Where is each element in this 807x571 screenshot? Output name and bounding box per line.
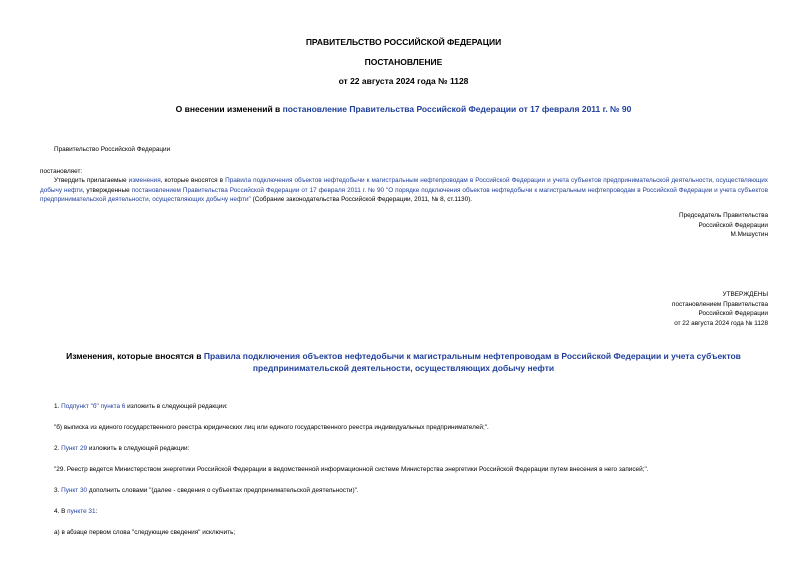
resolution-link[interactable]: постановлением Правительства Российской Федерации от 17 февраля 2011 г. № 90 "О порядке подключения объектов нефтедобычи к магистральным нефтепроводам в Российской Федерации и учета субъектов предпринимательской деятельности, осуществляющих добычу нефти" [40, 186, 768, 203]
signature-line-1: Председатель Правительства [679, 212, 768, 219]
title-prefix: О внесении изменений в [175, 104, 283, 114]
para1-text-4: (Собрание законодательства Российской Федерации, 2011, № 8, ст.1130). [250, 196, 473, 203]
item-1-text: "б) выписка из единого государственного реестра юридических лиц или единого государственного реестра индивидуальных предпринимателей;". [54, 424, 489, 431]
item-3-rest: дополнить словами "(далее - сведения о субъектах предпринимательской деятельности)". [87, 487, 359, 494]
para1-text-2: , которые вносятся в [160, 177, 226, 184]
org-name: ПРАВИТЕЛЬСТВО РОССИЙСКОЙ ФЕДЕРАЦИИ [305, 37, 502, 47]
paragraph-1 [40, 176, 768, 205]
approved-line-4: от 22 августа 2024 года № 1128 [674, 319, 768, 327]
item-1-number: 1. [54, 403, 62, 410]
para1-text-1: Утвердить прилагаемые [54, 177, 129, 184]
title-link[interactable]: постановление Правительства Российской Федерации от 17 февраля 2011 г. № 90 [282, 104, 632, 114]
item-3 [54, 486, 359, 496]
item-2-text: "29. Реестр ведется Министерством энергетики Российской Федерации в ведомственной информационной системе Министерства энергетики Российской Федерации путем внесения в него записей;". [54, 466, 649, 473]
item-2 [54, 444, 189, 454]
item-4-link[interactable]: пункте 31 [67, 508, 96, 515]
item-2-number: 2. [54, 445, 62, 452]
approved-line-3: Российской Федерации [698, 310, 768, 317]
item-3-link[interactable]: Пункт 30 [61, 487, 88, 494]
resolves-text: постановляет: [40, 168, 83, 175]
government-text: Правительство Российской Федерации [54, 146, 171, 153]
item-1-link[interactable]: Подпункт "б" пункта 6 [61, 403, 126, 410]
rules-link[interactable]: Правила подключения объектов нефтедобычи к магистральным нефтепроводам в Российской Федерации и учета субъектов предпринимательской деятельности, осуществляющих добычу нефти [40, 177, 768, 194]
item-4-rest: : [95, 508, 98, 515]
signature-line-2: Российской Федерации [698, 221, 768, 229]
item-4 [54, 507, 97, 517]
item-1 [54, 402, 228, 412]
changes-link[interactable]: изменения [128, 177, 161, 184]
item-4a: а) в абзаце первом слова "следующие сведения" исключить; [54, 529, 236, 536]
changes-title [50, 351, 757, 374]
item-1-rest: изложить в следующей редакции: [125, 403, 228, 410]
approved-line-2: постановлением Правительства [672, 300, 768, 308]
item-2-link[interactable]: Пункт 29 [61, 445, 88, 452]
document-date-number: от 22 августа 2024 года № 1128 [338, 76, 469, 86]
signature-line-3: М.Мишустин [730, 231, 768, 238]
changes-title-link[interactable]: Правила подключения объектов нефтедобычи к магистральным нефтепроводам в Российской Федерации и учета субъектов предпринимательской деятельности, осуществляющих добычу нефти [203, 351, 741, 373]
item-2-rest: изложить в следующей редакции: [87, 445, 190, 452]
item-3-number: 3. [54, 487, 62, 494]
signature-block [679, 211, 768, 240]
document-type: ПОСТАНОВЛЕНИЕ [364, 57, 443, 67]
item-4-number: 4. В [54, 508, 68, 515]
para1-text-3: , утвержденные [82, 186, 132, 194]
approved-block [672, 290, 768, 328]
changes-title-prefix: Изменения, которые вносятся в [66, 351, 204, 361]
approved-line-1: УТВЕРЖДЕНЫ [722, 291, 768, 298]
document-title [0, 104, 807, 114]
